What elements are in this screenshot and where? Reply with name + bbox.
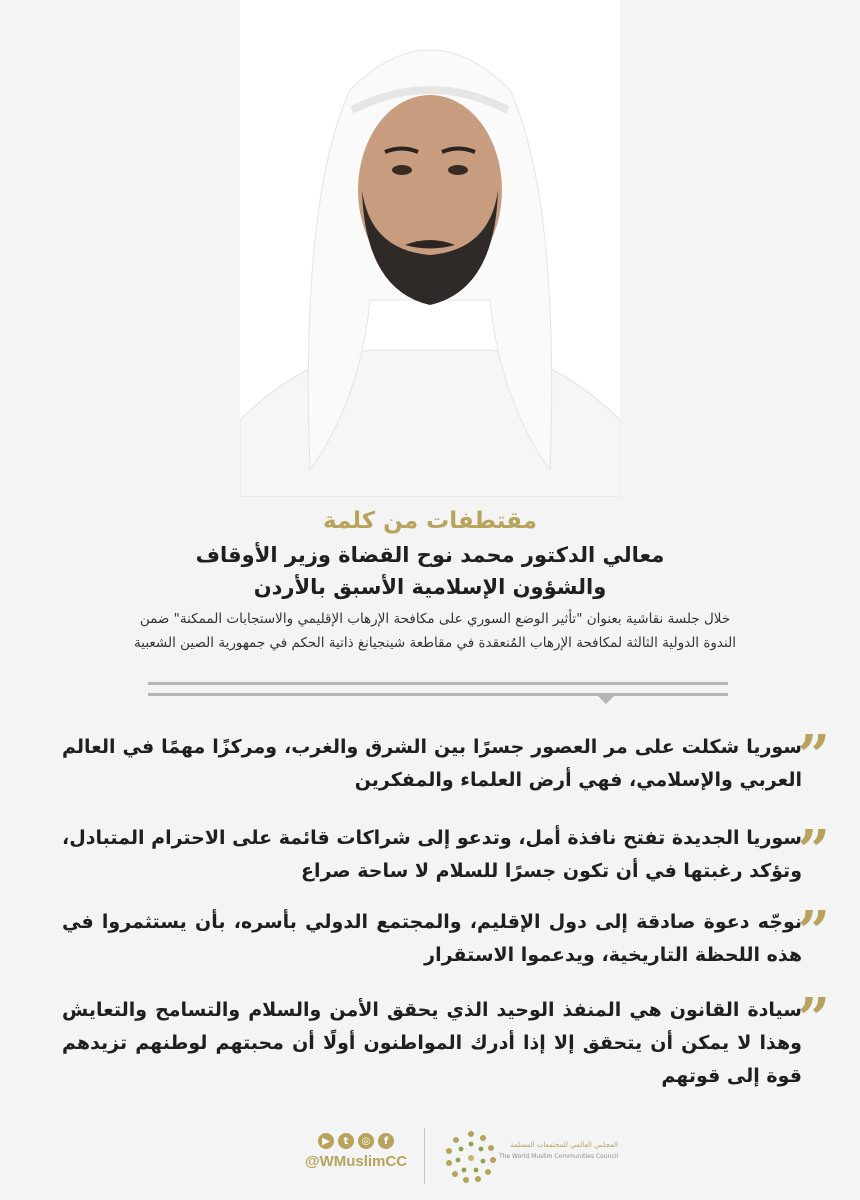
portrait-photo bbox=[240, 0, 620, 497]
footer-divider bbox=[424, 1128, 425, 1184]
quote-mark-icon: ” bbox=[797, 899, 830, 965]
social-block bbox=[300, 1133, 412, 1170]
quote-mark-icon: ” bbox=[797, 818, 830, 884]
speech-bubble-tail bbox=[596, 694, 616, 704]
social-icons bbox=[300, 1133, 412, 1149]
council-name-en: The World Muslim Communities Council bbox=[498, 1153, 618, 1160]
quote-mark-icon: ” bbox=[797, 986, 830, 1052]
council-name-ar: المجلس العالمي للمجتمعات المسلمة bbox=[510, 1141, 618, 1149]
social-handle[interactable]: @WMuslimCC bbox=[304, 1153, 408, 1170]
event-context: خلال جلسة نقاشية بعنوان "تأثير الوضع السوري على مكافحة الإرهاب الإقليمي والاستجابات الممكنة" ضمن الندوة الدولية الثالثة لمكافحة الإرهاب المُنعقدة في مقاطعة شينجيانغ ذاتية الحكم في جمهورية الصين الشعبية bbox=[134, 611, 736, 651]
instagram-icon[interactable]: ◎ bbox=[358, 1133, 374, 1149]
quote-4: سيادة القانون هي المنفذ الوحيد الذي يحقق الأمن والسلام والتسامح والتعايش وهذا لا يمكن أن يتحقق إلا إذا أدرك المواطنون أولًا أن محبتهم لوطنهم تزيدهم قوة إلى قوتهم bbox=[62, 999, 802, 1087]
quote-2: سوريا الجديدة تفتح نافذة أمل، وتدعو إلى شراكات قائمة على الاحترام المتبادل، وتؤكد رغبتها في أن تكون جسرًا للسلام لا ساحة صراع bbox=[62, 827, 802, 882]
twitter-icon[interactable]: t bbox=[338, 1133, 354, 1149]
youtube-icon[interactable]: ▶ bbox=[318, 1133, 334, 1149]
kicker-heading: مقتطفات من كلمة bbox=[323, 508, 537, 534]
quote-1: سوريا شكلت على مر العصور جسرًا بين الشرق والغرب، ومركزًا مهمًا في العالم العربي والإسلامي، فهي أرض العلماء والمفكرين bbox=[62, 736, 802, 791]
speech-bubble-divider bbox=[148, 682, 728, 696]
council-logo-icon bbox=[436, 1124, 506, 1190]
quote-mark-icon: ” bbox=[797, 723, 830, 789]
quote-3: نوجّه دعوة صادقة إلى دول الإقليم، والمجتمع الدولي بأسره، بأن يستثمروا في هذه اللحظة التاريخية، ويدعموا الاستقرار bbox=[62, 911, 802, 966]
speaker-title-line2: والشؤون الإسلامية الأسبق بالأردن bbox=[253, 575, 607, 599]
speaker-title-line1: معالي الدكتور محمد نوح القضاة وزير الأوقاف bbox=[195, 543, 665, 567]
council-name bbox=[498, 1140, 618, 1162]
facebook-icon[interactable]: f bbox=[378, 1133, 394, 1149]
